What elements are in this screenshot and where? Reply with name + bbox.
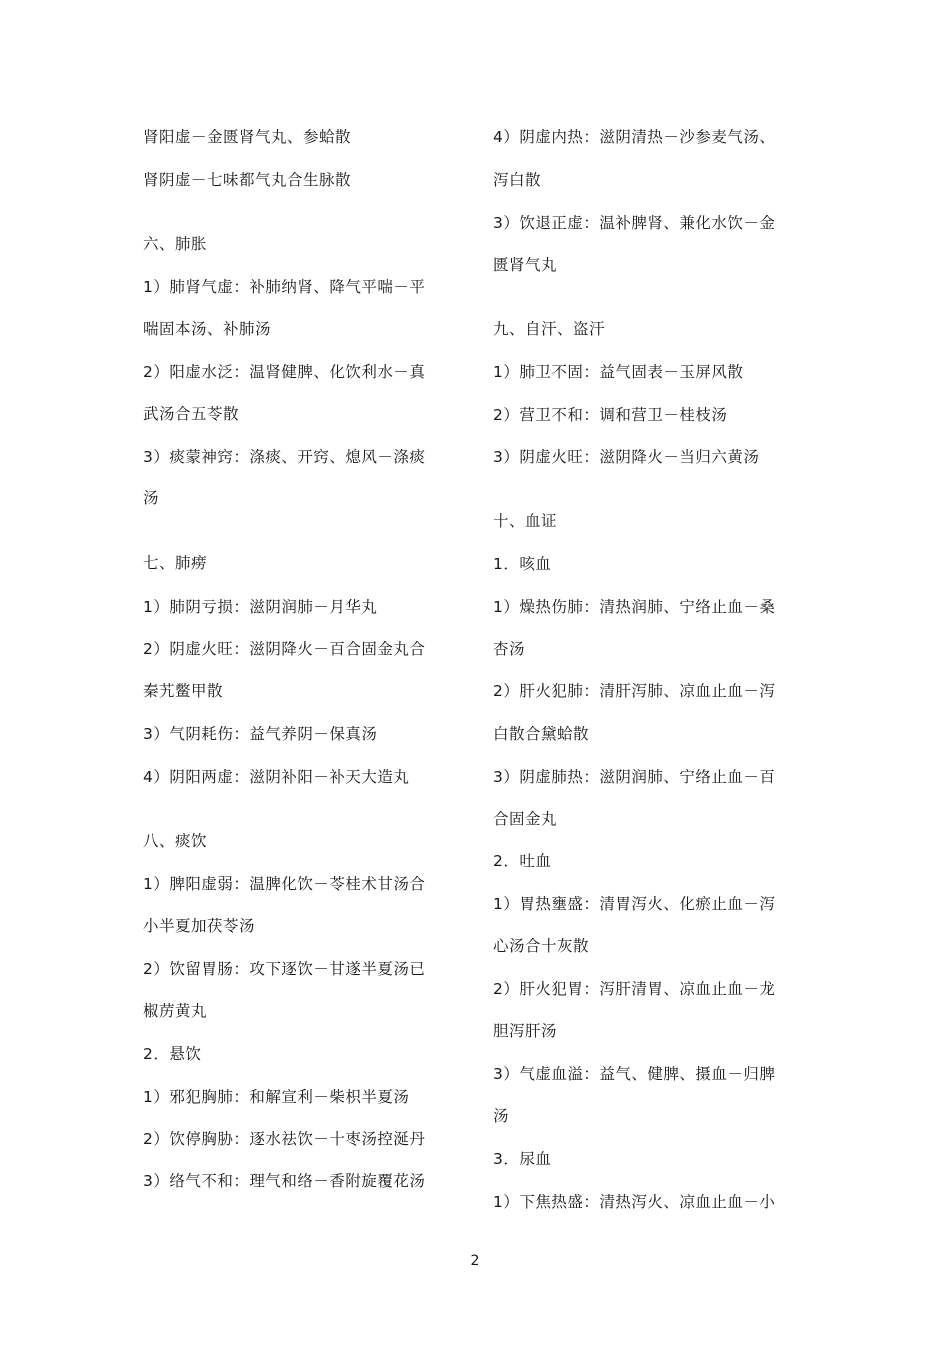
- text-line: 1）邪犯胸肺：和解宣利－柴枳半夏汤: [143, 1088, 410, 1106]
- text-line: 2）阴虚火旺：滋阴降火－百合固金丸合: [143, 640, 426, 658]
- text-line: 1）脾阳虚弱：温脾化饮－苓桂术甘汤合: [143, 875, 426, 893]
- text-line: 4）阴阳两虚：滋阴补阳－补天大造丸: [143, 768, 410, 786]
- section-heading: 六、肺胀: [143, 235, 208, 253]
- text-line: 1）燥热伤肺：清热润肺、宁络止血－桑: [493, 598, 776, 616]
- subsection-heading: 2．悬饮: [143, 1045, 202, 1063]
- text-line: 汤: [493, 1107, 510, 1125]
- subsection-heading: 1．咳血: [493, 555, 552, 573]
- text-line: 1）下焦热盛：清热泻火、凉血止血－小: [493, 1193, 776, 1211]
- text-line: 2）肝火犯肺：清肝泻肺、凉血止血－泻: [493, 682, 776, 700]
- section-heading: 七、肺痨: [143, 554, 208, 572]
- page-number: 2: [470, 1253, 480, 1269]
- text-line: 白散合黛蛤散: [493, 725, 590, 743]
- text-line: 2）营卫不和：调和营卫－桂枝汤: [493, 406, 728, 424]
- text-line: 2）饮留胃肠：攻下逐饮－甘遂半夏汤已: [143, 960, 426, 978]
- text-line: 3）阴虚肺热：滋阴润肺、宁络止血－百: [493, 768, 776, 786]
- text-line: 3）饮退正虚：温补脾肾、兼化水饮－金: [493, 214, 776, 232]
- text-line: 4）阴虚内热：滋阴清热－沙参麦气汤、: [493, 128, 776, 146]
- section-heading: 八、痰饮: [143, 832, 208, 850]
- text-line: 3）络气不和：理气和络－香附旋覆花汤: [143, 1172, 426, 1190]
- text-line: 3）痰蒙神窍：涤痰、开窍、熄风－涤痰: [143, 448, 426, 466]
- text-line: 泻白散: [493, 171, 542, 189]
- text-line: 胆泻肝汤: [493, 1022, 558, 1040]
- text-line: 喘固本汤、补肺汤: [143, 320, 272, 338]
- text-line: 肾阳虚－金匮肾气丸、参蛤散: [143, 128, 352, 146]
- text-line: 小半夏加茯苓汤: [143, 917, 256, 935]
- text-line: 心汤合十灰散: [493, 937, 590, 955]
- text-line: 肾阴虚－七味都气丸合生脉散: [143, 171, 352, 189]
- subsection-heading: 2．吐血: [493, 852, 552, 870]
- text-line: 2）肝火犯胃：泻肝清胃、凉血止血－龙: [493, 980, 776, 998]
- text-line: 3）阴虚火旺：滋阴降火－当归六黄汤: [493, 448, 760, 466]
- text-line: 1）肺阴亏损：滋阴润肺－月华丸: [143, 598, 378, 616]
- text-line: 3）气虚血溢：益气、健脾、摄血－归脾: [493, 1065, 776, 1083]
- section-heading: 九、自汗、盗汗: [493, 320, 606, 338]
- text-line: 2）饮停胸胁：逐水祛饮－十枣汤控涎丹: [143, 1130, 426, 1148]
- text-line: 汤: [143, 489, 160, 507]
- text-line: 1）肺肾气虚：补肺纳肾、降气平喘－平: [143, 278, 426, 296]
- subsection-heading: 3．尿血: [493, 1150, 552, 1168]
- text-line: 椒苈黄丸: [143, 1002, 208, 1020]
- text-line: 武汤合五苓散: [143, 405, 240, 423]
- text-line: 秦艽鳖甲散: [143, 682, 224, 700]
- section-heading: 十、血证: [493, 512, 558, 530]
- text-line: 2）阳虚水泛：温肾健脾、化饮利水－真: [143, 363, 426, 381]
- text-line: 合固金丸: [493, 810, 558, 828]
- text-line: 3）气阴耗伤：益气养阴－保真汤: [143, 725, 378, 743]
- text-line: 匮肾气丸: [493, 256, 558, 274]
- text-line: 1）胃热壅盛：清胃泻火、化瘀止血－泻: [493, 895, 776, 913]
- text-line: 杏汤: [493, 640, 526, 658]
- text-line: 1）肺卫不固：益气固表－玉屏风散: [493, 363, 744, 381]
